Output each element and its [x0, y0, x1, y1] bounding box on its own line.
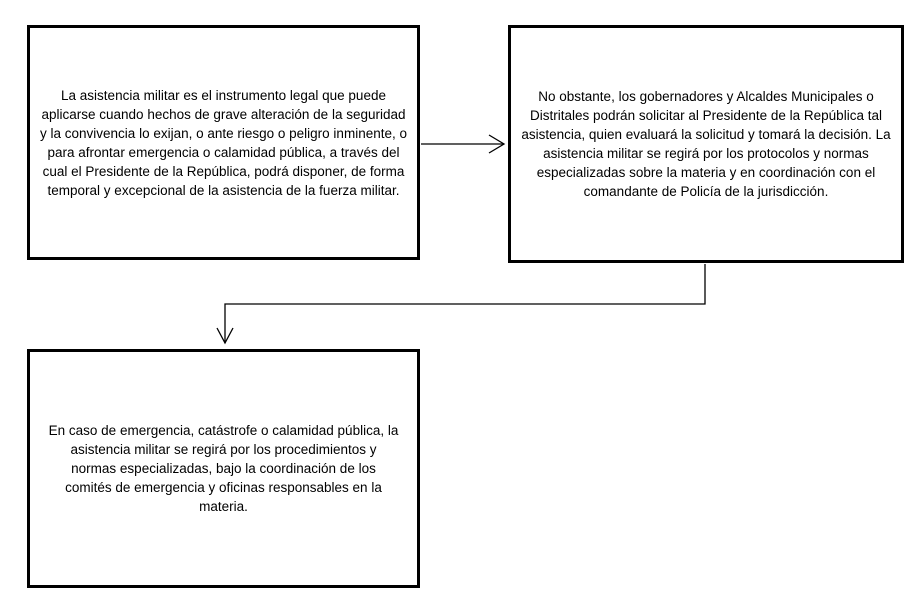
flow-box-request-procedure: [508, 25, 904, 263]
arrow-box2-to-box3: [217, 264, 705, 343]
flow-box-text: La asistencia militar es el instrumento legal que puede aplicarse cuando hechos de grave alteración de la seguridad y la convivencia lo exijan, o ante riesgo o peligro inminente, o para afrontar emergencia o calamidad pública, a través del cual el Presidente de la República, podrá disponer, de forma temporal y excepcional de la asistencia de la fuerza militar.: [40, 87, 407, 198]
arrowhead-down-icon: [217, 328, 233, 343]
arrowhead-right-icon: [489, 135, 504, 153]
flow-box-text: No obstante, los gobernadores y Alcaldes Municipales o Distritales podrán solicitar al Presidente de la República tal asistencia, quien evaluará la solicitud y tomará la decisión. La asistencia militar se regirá por los protocolos y normas especializadas sobre la materia y en coordinación con el comandante de Policía de la jurisdicción.: [521, 89, 891, 199]
flow-box-text: En caso de emergencia, catástrofe o calamidad pública, la asistencia militar se regirá por los procedimientos y normas especializadas, bajo la coordinación de los comités de emergencia y oficinas responsables en la materia.: [48, 423, 399, 514]
flow-box-emergency-case: [27, 349, 420, 588]
flow-box-legal-instrument: [27, 25, 420, 260]
arrow-box1-to-box2: [421, 135, 504, 153]
